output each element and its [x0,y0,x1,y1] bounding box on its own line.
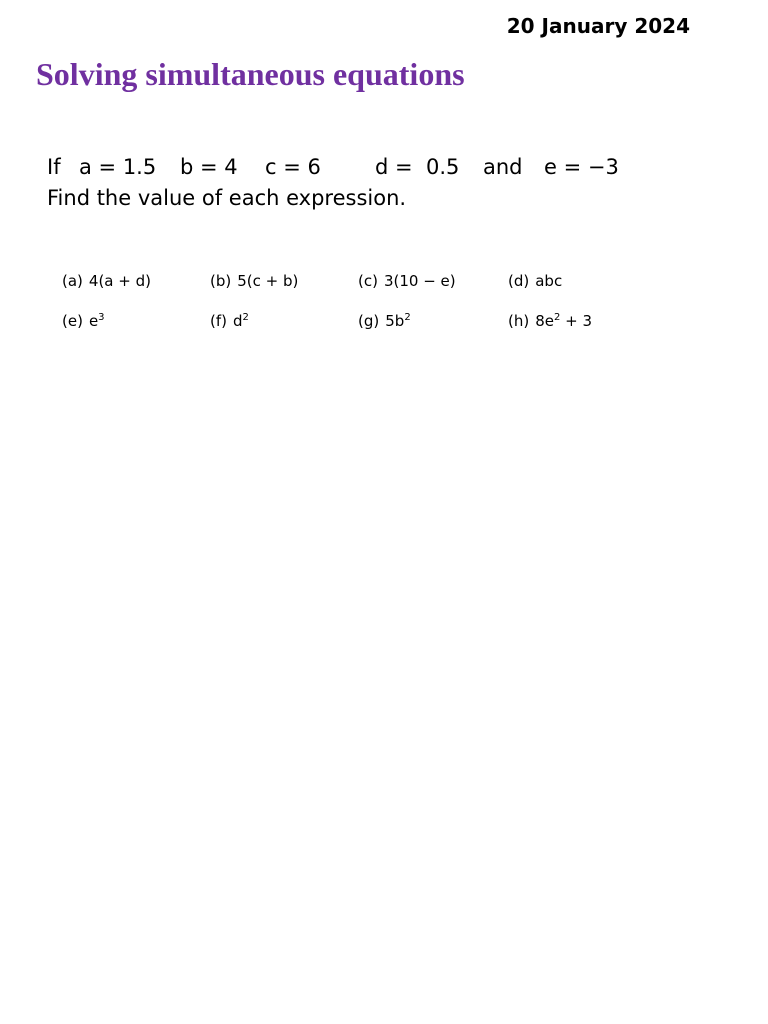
exercise-base: 8e [535,312,554,330]
exercise-label: (a) [62,272,83,290]
exercise-item [358,272,456,290]
exercise-item [210,272,298,290]
given-prefix: If [47,155,61,179]
given-values-line [47,155,687,183]
exercise-label: (c) [358,272,378,290]
exercise-item [508,312,592,330]
exercise-item [62,312,105,330]
exercise-label: (f) [210,312,227,330]
exercise-label: (b) [210,272,232,290]
exercise-label: (e) [62,312,83,330]
page-title: Solving simultaneous equations [36,56,465,92]
exercise-exponent: 2 [554,312,561,323]
exercise-label: (d) [508,272,530,290]
exercise-expression: 5(c + b) [237,272,299,290]
exercise-grid [62,272,662,352]
exercise-base: e [88,312,99,330]
exercise-item [358,312,411,330]
exercise-expression: 4(a + d) [88,272,151,290]
exercise-exponent: 2 [242,312,249,323]
exercise-base: 5b [385,312,405,330]
given-a: a = 1.5 [79,155,157,179]
exercise-tail: + 3 [560,312,593,330]
given-b: b = 4 [180,155,238,179]
instruction-text: Find the value of each expression. [47,186,407,210]
exercise-expression: abc [535,272,563,290]
exercise-label: (h) [508,312,530,330]
date-label: 20 January 2024 [506,14,690,38]
exercise-item [210,312,249,330]
exercise-item [508,272,562,290]
exercise-base: d [233,312,243,330]
given-d: d = 0.5 [375,155,460,179]
given-c: c = 6 [265,155,321,179]
exercise-exponent: 3 [98,312,105,323]
exercise-item [62,272,151,290]
given-conjunction: and [483,155,523,179]
exercise-label: (g) [358,312,380,330]
given-e: e = −3 [544,155,619,179]
exercise-exponent: 2 [404,312,411,323]
exercise-expression: 3(10 − e) [383,272,456,290]
